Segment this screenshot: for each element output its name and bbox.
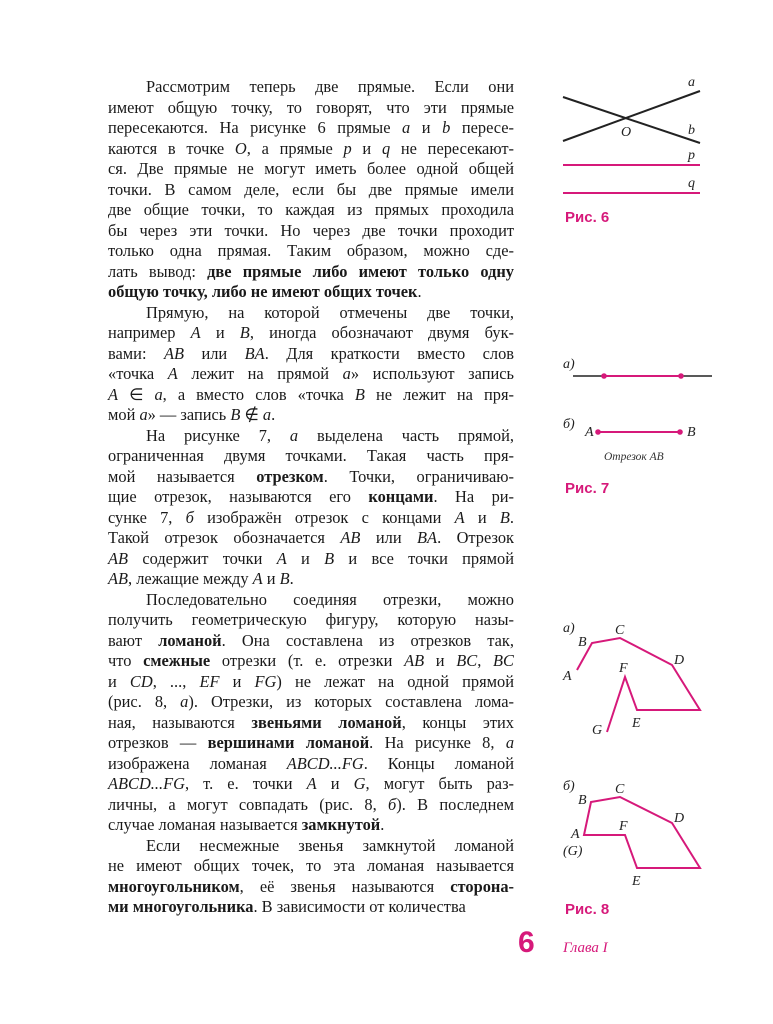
text-run: На рисунке 7, xyxy=(146,425,290,445)
text-run: , а прямые xyxy=(246,138,344,158)
text-run: точки. В самом деле, если бы две прямые имели xyxy=(108,179,514,199)
text-run: сунке 7, xyxy=(108,507,186,527)
italic-symbol: б xyxy=(388,794,397,814)
bold-term: ломаной xyxy=(158,630,222,650)
chapter-label: Глава I xyxy=(563,940,608,956)
fig8-caption: Рис. 8 xyxy=(565,901,610,918)
label-B: B xyxy=(578,793,587,808)
label-D: D xyxy=(674,811,685,826)
text-run: только одна прямая. Таким образом, можно сде- xyxy=(108,241,514,260)
italic-symbol: a xyxy=(262,405,272,424)
italic-symbol: A xyxy=(454,507,465,527)
page-number: 6 xyxy=(518,926,535,959)
italic-symbol: CD xyxy=(129,671,153,691)
text-run: мой xyxy=(108,405,140,424)
text-run: что xyxy=(108,651,144,670)
italic-symbol: A xyxy=(306,774,317,793)
italic-symbol: p xyxy=(343,138,352,158)
italic-symbol: а xyxy=(289,425,299,445)
italic-symbol: ABCD...FG xyxy=(108,774,185,793)
italic-symbol: B xyxy=(354,384,365,404)
italic-symbol: a xyxy=(402,118,411,137)
label-G-coincident: (G) xyxy=(563,844,583,859)
italic-symbol: а xyxy=(180,692,189,711)
label-a: a xyxy=(688,75,695,90)
text-run: . xyxy=(380,815,385,834)
italic-symbol: A xyxy=(167,364,178,383)
text-run: «точка xyxy=(108,364,168,383)
text-run: вают xyxy=(108,630,159,650)
text-run: не лежит на пря- xyxy=(364,384,514,404)
italic-symbol: AB xyxy=(404,651,425,670)
bold-term: вершинами ломаной xyxy=(207,733,370,752)
text-run: или xyxy=(360,528,418,547)
text-run: две общие точки, то каждая из прямых проходила xyxy=(108,200,514,219)
text-run: , её звенья называются xyxy=(239,876,451,896)
italic-symbol: b xyxy=(442,118,451,137)
label-D: D xyxy=(674,653,685,668)
text-run: Прямую, на которой отмечены две точки, xyxy=(146,302,514,322)
text-run: , xyxy=(477,651,494,670)
text-run: и xyxy=(316,774,354,793)
italic-symbol: q xyxy=(381,138,391,158)
italic-symbol: B xyxy=(239,323,250,342)
text-run: . Она составлена из отрезков так, xyxy=(221,630,514,650)
text-run: . На ри- xyxy=(433,487,514,506)
label-A: A xyxy=(585,425,594,440)
text-run: . Отрезок xyxy=(437,528,515,547)
fig6-caption: Рис. 6 xyxy=(565,209,610,226)
text-run: или xyxy=(184,343,245,363)
label-B: B xyxy=(687,425,696,440)
text-run: и xyxy=(424,651,457,670)
text-run: . xyxy=(289,569,294,588)
text-run: пересекаются. На рисунке 6 прямые xyxy=(108,118,403,137)
bold-term: сторона- xyxy=(450,876,514,896)
label-C: C xyxy=(615,782,625,797)
text-run: и все точки прямой xyxy=(334,548,514,568)
text-run: не имеют общих точек, то эта ломаная называется xyxy=(108,856,514,875)
figure-7 xyxy=(563,357,712,497)
text-run: ). Отрезки, из которых составлена лома- xyxy=(188,692,514,711)
fig7-part-b: б) xyxy=(563,417,575,432)
italic-symbol: AB xyxy=(108,569,129,588)
fig7-part-a: а) xyxy=(563,357,575,372)
italic-symbol: AB xyxy=(108,548,129,568)
label-F: F xyxy=(619,819,628,834)
italic-symbol: A xyxy=(252,569,263,588)
text-run: бы через эти точки. Но через две точки проходит xyxy=(108,220,514,240)
italic-symbol: AB xyxy=(340,528,361,547)
text-run: , а вместо слов «точка xyxy=(162,384,355,404)
italic-symbol: BC xyxy=(456,651,478,670)
italic-symbol: б xyxy=(185,507,194,527)
figure-8 xyxy=(562,621,700,918)
italic-symbol: AB xyxy=(163,343,184,363)
text-run: , т. е. точки xyxy=(184,774,307,793)
text-run: Последовательно соединяя отрезки, можно xyxy=(146,589,514,609)
label-G: G xyxy=(592,723,603,738)
text-run: отрезков — xyxy=(108,733,208,752)
label-o: O xyxy=(621,125,632,140)
closed-polyline xyxy=(584,797,700,868)
text-run: и xyxy=(351,138,382,158)
text-run: выделена часть прямой, xyxy=(298,425,514,445)
text-run: ная, называются xyxy=(108,712,252,732)
text-run: , ..., xyxy=(152,671,200,691)
italic-symbol: B xyxy=(230,405,241,424)
segment-label: Отрезок AB xyxy=(604,451,664,463)
text-run: вами: xyxy=(108,343,164,363)
label-E: E xyxy=(632,874,641,889)
text-run: » — запись xyxy=(147,405,231,424)
text-run: . На рисунке 8, xyxy=(369,733,506,752)
text-run: и xyxy=(286,548,325,568)
text-run: ограниченная двумя точками. Такая часть пря- xyxy=(108,446,514,465)
bold-term: две прямые либо имеют только одну xyxy=(207,261,514,281)
label-q: q xyxy=(688,176,695,191)
bold-term: смежные xyxy=(143,651,211,670)
point xyxy=(678,373,684,379)
label-A: A xyxy=(571,827,580,842)
text-run: мой называется xyxy=(108,466,257,486)
text-run: изображена ломаная xyxy=(108,753,287,773)
label-A: A xyxy=(563,669,572,684)
text-run: ∈ xyxy=(118,384,155,404)
text-run: , концы этих xyxy=(401,712,514,732)
italic-symbol: BA xyxy=(417,528,438,547)
text-run: пересе- xyxy=(450,118,514,137)
italic-symbol: B xyxy=(324,548,335,568)
text-run: отрезки (т. е. отрезки xyxy=(210,651,405,670)
italic-symbol: a xyxy=(139,405,148,424)
italic-symbol: а xyxy=(505,733,515,752)
bold-term: отрезком xyxy=(256,466,324,486)
text-run: и xyxy=(410,118,443,137)
text-run: и xyxy=(200,323,240,342)
point-a xyxy=(595,429,601,435)
label-p: p xyxy=(688,148,695,163)
text-run: . xyxy=(417,282,422,301)
bold-term: концами xyxy=(368,487,434,506)
text-run: ) не лежат на одной прямой xyxy=(276,671,514,691)
italic-symbol: A xyxy=(108,384,119,404)
text-run: Если несмежные звенья замкнутой ломаной xyxy=(146,835,514,855)
text-run: и xyxy=(262,569,280,588)
text-run: Рассмотрим теперь две прямые. Если они xyxy=(146,77,514,96)
text-run: . Точки, ограничиваю- xyxy=(323,466,514,486)
italic-symbol: BC xyxy=(493,651,514,670)
text-run: . xyxy=(271,405,276,424)
italic-symbol: A xyxy=(276,548,287,568)
label-E: E xyxy=(632,716,641,731)
text-run: ся. Две прямые не могут иметь более одной общей xyxy=(108,159,514,178)
text-run: . Концы ломаной xyxy=(363,753,514,773)
text-run: и xyxy=(464,507,500,527)
bold-term: звеньями ломаной xyxy=(251,712,402,732)
text-run: получить геометрическую фигуру, которую назы- xyxy=(108,610,514,629)
text-run: содержит точки xyxy=(128,548,277,568)
italic-symbol: B xyxy=(279,569,290,588)
text-run: . В зависимости от количества xyxy=(253,897,466,916)
text-run: , могут быть раз- xyxy=(365,774,514,793)
text-run: щие отрезок, называются его xyxy=(108,487,369,506)
text-run: например xyxy=(108,323,191,342)
text-run: и xyxy=(108,671,130,691)
text-run: лежит на прямой xyxy=(177,364,343,383)
label-F: F xyxy=(619,661,628,676)
fig8-part-b: б) xyxy=(563,779,575,794)
line-b xyxy=(563,97,700,143)
bold-term: общую точку, либо не имеют общих точек xyxy=(108,282,418,301)
italic-symbol: A xyxy=(190,323,201,342)
text-run: ∉ xyxy=(240,405,263,424)
text-run: , иногда обозначают двумя бук- xyxy=(249,323,514,342)
text-run: случае ломаная называется xyxy=(108,815,302,834)
text-run: . xyxy=(509,507,515,527)
text-run: (рис. 8, xyxy=(108,692,181,711)
bold-term: ми многоугольника xyxy=(108,897,254,916)
italic-symbol: a xyxy=(342,364,351,383)
text-run: личны, а могут совпадать (рис. 8, xyxy=(108,794,388,814)
italic-symbol: BA xyxy=(244,343,265,363)
bold-term: многоугольником xyxy=(108,876,240,896)
text-run: Такой отрезок обозначается xyxy=(108,528,341,547)
text-run: не пересекают- xyxy=(390,138,514,158)
text-run: » используют запись xyxy=(350,364,515,383)
text-run: изображён отрезок с концами xyxy=(193,507,455,527)
italic-symbol: a xyxy=(154,384,163,404)
point xyxy=(601,373,607,379)
text-run: и xyxy=(219,671,255,691)
italic-symbol: EF xyxy=(199,671,220,691)
text-run: имеют общую точку, то говорят, что эти прямые xyxy=(108,97,514,117)
point-b xyxy=(677,429,683,435)
italic-symbol: FG xyxy=(254,671,277,691)
figure-6 xyxy=(563,75,700,226)
label-B: B xyxy=(578,635,587,650)
text-run: каются в точке xyxy=(108,138,235,158)
italic-symbol: G xyxy=(353,774,366,793)
label-b: b xyxy=(688,123,695,138)
text-run: ). В последнем xyxy=(396,794,514,814)
bold-term: замкнутой xyxy=(301,815,381,834)
text-run: лать вывод: xyxy=(108,261,208,281)
fig8-part-a: а) xyxy=(563,621,575,636)
line-a xyxy=(563,91,700,141)
italic-symbol: ABCD...FG xyxy=(286,753,364,773)
italic-symbol: O xyxy=(234,138,247,158)
label-C: C xyxy=(615,623,625,638)
fig7-caption: Рис. 7 xyxy=(565,480,610,497)
italic-symbol: B xyxy=(499,507,510,527)
text-run: , лежащие между xyxy=(128,569,253,588)
text-run: . Для краткости вместо слов xyxy=(264,343,515,363)
